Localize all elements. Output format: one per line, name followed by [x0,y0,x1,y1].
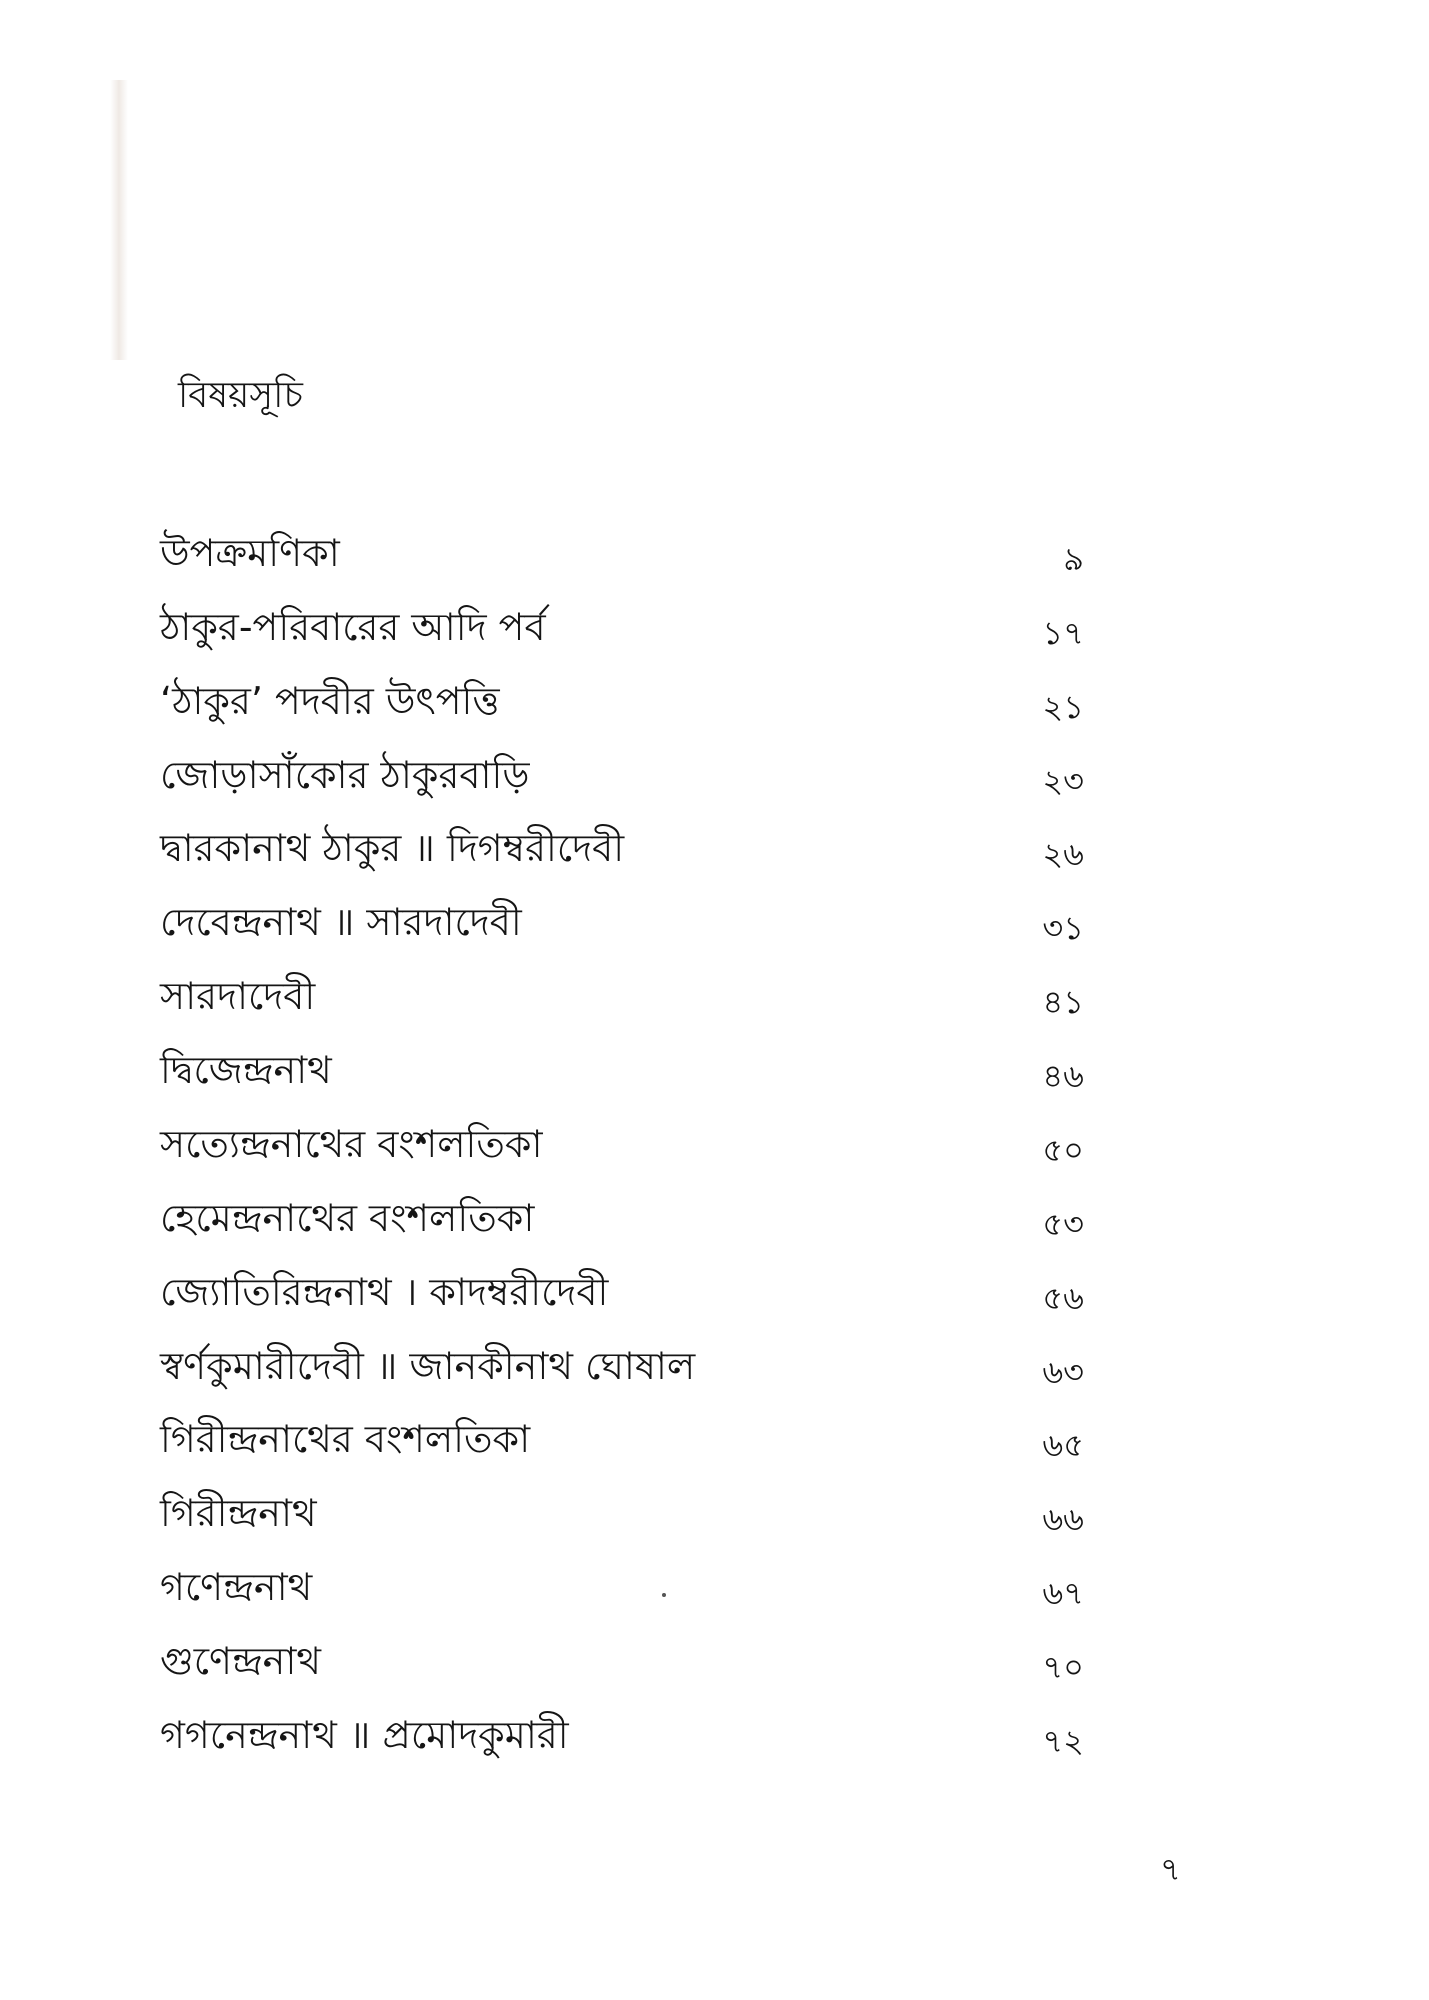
toc-entry-page: ৭০ [1042,1648,1084,1686]
toc-entry [0,1705,1429,1765]
toc-entry-page: ২৩ [1042,762,1084,800]
toc-entry-title: গণেন্দ্রনাথ [160,1565,313,1609]
toc-entry [0,1557,1429,1617]
toc-entry-page: ৬৭ [1042,1574,1084,1612]
toc-entry-page: ৩১ [1042,909,1084,947]
toc-entry-title: হেমেন্দ্রনাথের বংশলতিকা [160,1196,535,1240]
toc-entry-title: জ্যোতিরিন্দ্রনাথ । কাদম্বরীদেবী [160,1270,609,1314]
toc-entry-page: ৫৩ [1042,1205,1084,1243]
toc-entry-page: ৫০ [1042,1131,1084,1169]
toc-entry-page: ৬৬ [1042,1500,1084,1538]
toc-entry-title: ‘ঠাকুর’ পদবীর উৎপত্তি [160,679,500,723]
toc-entry [0,1114,1429,1174]
toc-entry [0,523,1429,583]
toc-entry-title: গগনেন্দ্রনাথ ॥ প্রমোদকুমারী [160,1713,569,1757]
scan-speck [662,1593,666,1597]
toc-entry [0,745,1429,805]
toc-entry-page: ১৭ [1042,614,1084,652]
toc-entry [0,597,1429,657]
toc-entry [0,1336,1429,1396]
toc-entry [0,1631,1429,1691]
toc-entry-title: ঠাকুর-পরিবারের আদি পর্ব [160,605,546,649]
toc-entry [0,1040,1429,1100]
toc-entry [0,671,1429,731]
toc-entry-page: ২১ [1042,688,1084,726]
toc-entry-title: দেবেন্দ্রনাথ ॥ সারদাদেবী [160,900,522,944]
toc-entry-title: দ্বারকানাথ ঠাকুর ॥ দিগম্বরীদেবী [160,826,625,870]
toc-entry-title: দ্বিজেন্দ্রনাথ [160,1048,332,1092]
toc-entry [0,818,1429,878]
page-number: ৭ [1160,1850,1181,1888]
toc-entry-title: জোড়াসাঁকোর ঠাকুরবাড়ি [160,753,530,797]
toc-heading: বিষয়সূচি [178,375,303,416]
toc-entry [0,892,1429,952]
toc-entry-page: ২৬ [1042,835,1084,873]
toc-entry-title: উপক্রমণিকা [160,531,340,575]
toc-entry [0,1483,1429,1543]
toc-entry-page: ৫৬ [1042,1279,1084,1317]
toc-entry-page: ৭২ [1042,1722,1084,1760]
toc-entry [0,966,1429,1026]
toc-entry-page: ৬৫ [1042,1426,1084,1464]
toc-entry-page: ৯ [1063,540,1084,578]
toc-entry [0,1262,1429,1322]
toc-entry-page: ৪৬ [1042,1057,1084,1095]
toc-entry-title: স্বর্ণকুমারীদেবী ॥ জানকীনাথ ঘোষাল [160,1344,696,1388]
toc-entry-page: ৬৩ [1042,1353,1084,1391]
toc-entry [0,1188,1429,1248]
toc-entry-page: ৪১ [1042,983,1084,1021]
toc-entry-title: গুণেন্দ্রনাথ [160,1639,321,1683]
toc-entry-title: সারদাদেবী [160,974,316,1018]
toc-entry-title: গিরীন্দ্রনাথের বংশলতিকা [160,1417,531,1461]
toc-entry-title: সত্যেন্দ্রনাথের বংশলতিকা [160,1122,543,1166]
toc-entry-title: গিরীন্দ্রনাথ [160,1491,317,1535]
toc-entry [0,1409,1429,1469]
